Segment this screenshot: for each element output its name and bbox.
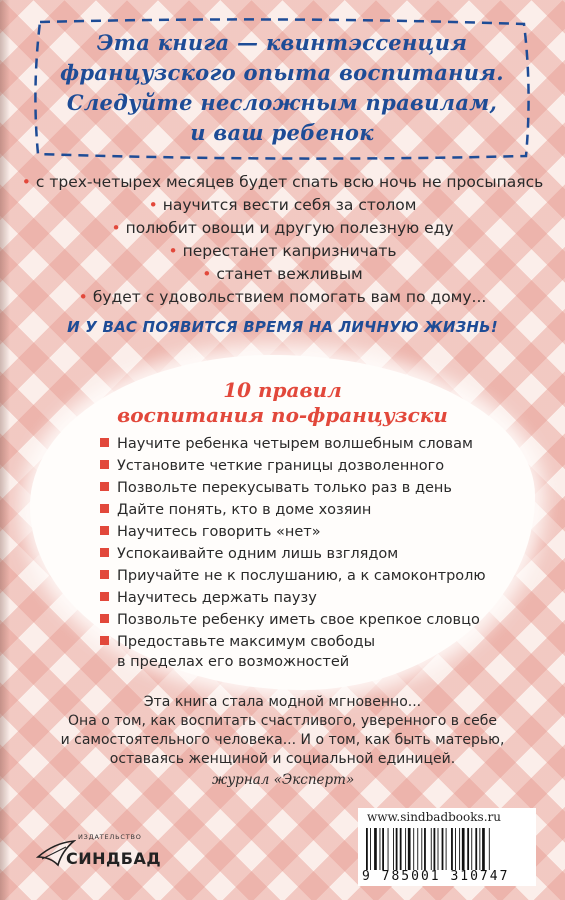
rule-item: Приучайте не к послушанию, а к самоконтролю (100, 568, 486, 584)
rule-item: Позвольте перекусывать только раз в день (100, 480, 452, 496)
square-bullet-icon (100, 504, 109, 513)
publisher-logo (36, 833, 166, 883)
intro-line-2: французского опыта воспитания. (60, 60, 504, 85)
publisher-small-label: ИЗДАТЕЛЬСТВО (78, 833, 142, 841)
rule-item: Дайте понять, кто в доме хозяин (100, 502, 371, 518)
intro-line-4: и ваш ребенок (190, 120, 374, 145)
bullet-dot-icon: • (202, 265, 212, 283)
benefit-item: • полюбит овощи и другую полезную еду (111, 219, 454, 237)
benefit-item: • перестанет капризничать (168, 242, 397, 260)
barcode-icon (364, 828, 532, 870)
bullet-dot-icon: • (78, 288, 88, 306)
rule-continuation: в пределах его возможностей (117, 654, 350, 670)
benefit-item: • станет вежливым (202, 265, 363, 283)
publisher-name: СИНДБАД (66, 849, 162, 868)
quote-line-3: и самостоятельного человека... И о том, как быть матерью, (60, 732, 505, 748)
intro-line-3: Следуйте несложным правилам, (66, 90, 498, 115)
rule-item: Научитесь говорить «нет» (100, 524, 321, 540)
square-bullet-icon (100, 614, 109, 623)
quote-line-2: Она о том, как воспитать счастливого, уверенного в себе (68, 713, 497, 729)
square-bullet-icon (100, 482, 109, 491)
website-url: www.sindbadbooks.ru (367, 810, 501, 824)
square-bullet-icon (100, 636, 109, 645)
rules-title-line-1: 10 правил (223, 378, 342, 402)
rule-item: Установите четкие границы дозволенного (100, 458, 444, 474)
bullet-dot-icon: • (148, 196, 158, 214)
bullet-dot-icon: • (168, 242, 178, 260)
isbn-number: 9 785001 310747 (362, 869, 510, 884)
bullet-dot-icon: • (111, 219, 121, 237)
square-bullet-icon (100, 548, 109, 557)
rule-item: Научитесь держать паузу (100, 590, 317, 606)
benefit-item: • с трех-четырех месяцев будет спать всю ночь не просыпаясь (21, 173, 544, 191)
square-bullet-icon (100, 570, 109, 579)
rule-item: Позвольте ребенку иметь свое крепкое словцо (100, 612, 480, 628)
rule-item: Предоставьте максимум свободы (100, 634, 375, 650)
square-bullet-icon (100, 592, 109, 601)
square-bullet-icon (100, 526, 109, 535)
benefit-item: • научится вести себя за столом (148, 196, 417, 214)
benefit-item: • будет с удовольствием помогать вам по дому... (78, 288, 487, 306)
bullet-dot-icon: • (21, 173, 31, 191)
square-bullet-icon (100, 438, 109, 447)
headline: И У ВАС ПОЯВИТСЯ ВРЕМЯ НА ЛИЧНУЮ ЖИЗНЬ! (67, 318, 498, 336)
quote-line-4: оставаясь женщиной и социальной единицей. (109, 751, 456, 767)
intro-line-1: Эта книга — квинтэссенция (96, 30, 468, 55)
quote-line-1: Эта книга стала модной мгновенно... (143, 694, 422, 710)
rules-title-line-2: воспитания по-французски (117, 403, 448, 427)
quote-source: журнал «Эксперт» (212, 772, 355, 788)
rule-item: Научите ребенка четырем волшебным словам (100, 436, 473, 452)
intro-frame (28, 14, 536, 164)
rule-item: Успокаивайте одним лишь взглядом (100, 546, 398, 562)
square-bullet-icon (100, 460, 109, 469)
